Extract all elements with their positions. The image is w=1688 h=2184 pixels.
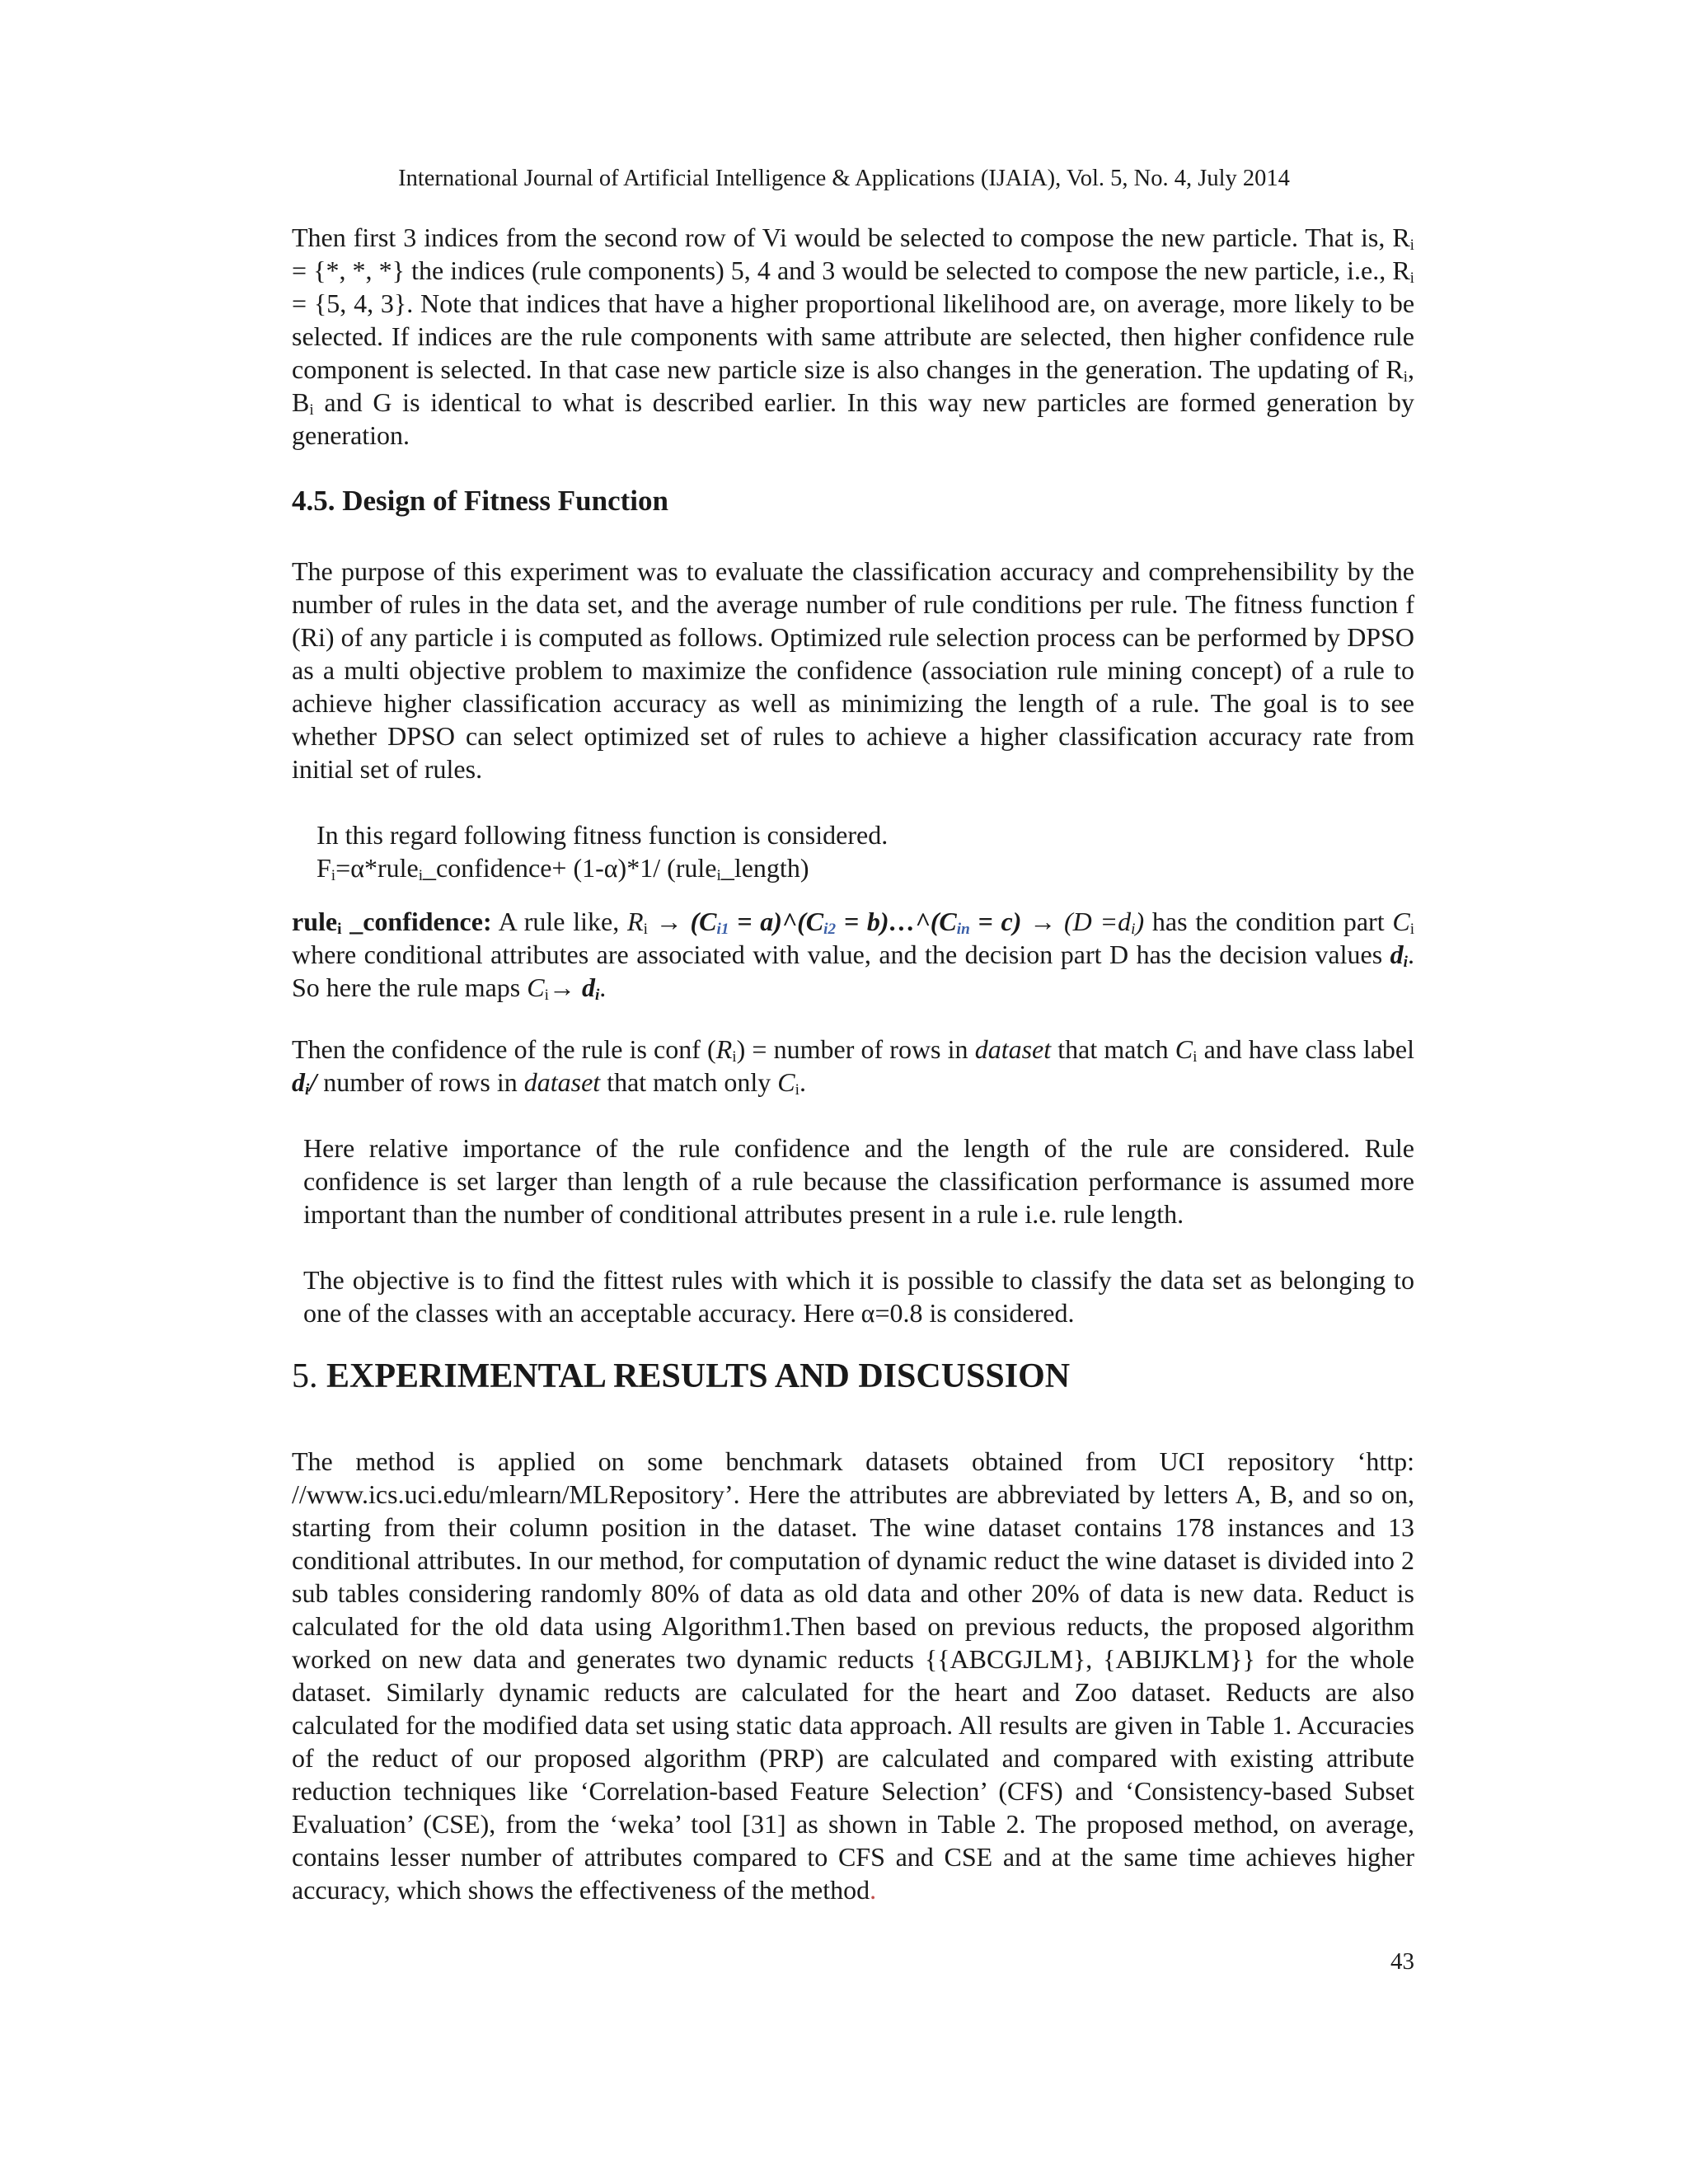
paragraph-experimental-results: The method is applied on some benchmark datasets obtained from UCI repository ‘http: //www.ics.uci.edu/mlearn/MLRepository’. Here the attributes are abbreviated by letters A, B, and so on, starting from their column position in the dataset. The wine dataset contains 178 instances and 13 conditional attributes. In our method, for computation of dynamic reduct the wine dataset is divided into 2 sub tables considering randomly 80% of data as old data and other 20% of data is new data. Reduct is calculated for the old data using Algorithm1.Then based on previous reducts, the proposed algorithm worked on new data and generates two dynamic reducts {{ABCGJLM}, {ABIJKLM}} for the whole dataset. Similarly dynamic reducts are calculated for the heart and Zoo dataset. Reducts are also calculated for the modified data set using static data approach. All results are given in Table 1. Accuracies of the reduct of our proposed algorithm (PRP) are calculated and compared with existing attribute reduction techniques like ‘Correlation-based Feature Selection’ (CFS) and ‘Consistency-based Subset Evaluation’ (CSE), from the ‘weka’ tool [31] as shown in Table 2. The proposed method, on average, contains lesser number of attributes compared to CFS and CSE and at the same time achieves higher accuracy, which shows the effectiveness of the method.: [292, 1446, 1414, 1905]
paragraph-objective: The objective is to find the fittest rules with which it is possible to classify the data set as belonging to one of the classes with an acceptable accuracy. Here α=0.8 is considered.: [303, 1265, 1414, 1328]
fitness-intro: In this regard following fitness function is considered.: [316, 820, 889, 850]
paragraph-confidence-definition: Then the confidence of the rule is conf $(R_i)$ = number of rows in dataset that match $C_i$ and have class label $d_i/$ number of rows in dataset that match only $C_i$.: [292, 1034, 1415, 1099]
running-header: International Journal of Artificial Intelligence & Applications (IJAIA), Vol. 5, No. 4, July 2014: [398, 166, 1290, 191]
fitness-formula: $F_i=\alpha*rule_i\_confidence+ (1-\alpha)*1/$ (rule$_i$_length): [316, 853, 809, 884]
paragraph-particle-selection: Then first 3 indices from the second row of Vi would be selected to compose the new particle. That is, $R_i$ = {*, *, *} the indices (rule components) 5, 4 and 3 would be selected to compose the new particle, i.e., $R_i = \{5$, 4, 3}. Note that indices that have a higher proportional likelihood are, on average, more likely to be selected. If indices are the rule components with same attribute are selected, then higher confidence rule component is selected. In that case new particle size is also changes in the generation. The updating of $R_i$, $B_i$ and G is identical to what is described earlier. In this way new particles are formed generation by generation.: [292, 223, 1415, 450]
paragraph-fitness-purpose: The purpose of this experiment was to evaluate the classification accuracy and comprehensibility by the number of rules in the data set, and the average number of rule conditions per rule. The fitness function f (Ri) of any particle i is computed as follows. Optimized rule selection process can be performed by DPSO as a multi objective problem to maximize the confidence (association rule mining concept) of a rule to achieve higher classification accuracy as well as minimizing the length of a rule. The goal is to see whether DPSO can select optimized set of rules to achieve a higher classification accuracy rate from initial set of rules.: [292, 556, 1414, 784]
paragraph-rule-confidence: rule$_i$ _confidence: A rule like, $R_i \to (C_{i1}$ = $a)\^{}(C_{i2}$ = $b)\dots\^{}(C_{in} = c) \to (D =d_i)$ has the condition part $C_i$ where conditional attributes are associated with value, and the decision part D has the decision values $d_i$. So here the rule maps $C_i\to d_i$.: [292, 907, 1415, 1004]
paragraph-relative-importance: Here relative importance of the rule confidence and the length of the rule are considered. Rule confidence is set larger than length of a rule because the classification performance is assumed more important than the number of conditional attributes present in a rule i.e. rule length.: [303, 1133, 1414, 1229]
section-heading-4-5: 4.5. Design of Fitness Function: [292, 485, 668, 517]
page-number: 43: [1390, 1948, 1414, 1975]
section-heading-5: 5. EXPERIMENTAL RESULTS AND DISCUSSION: [292, 1357, 1071, 1395]
